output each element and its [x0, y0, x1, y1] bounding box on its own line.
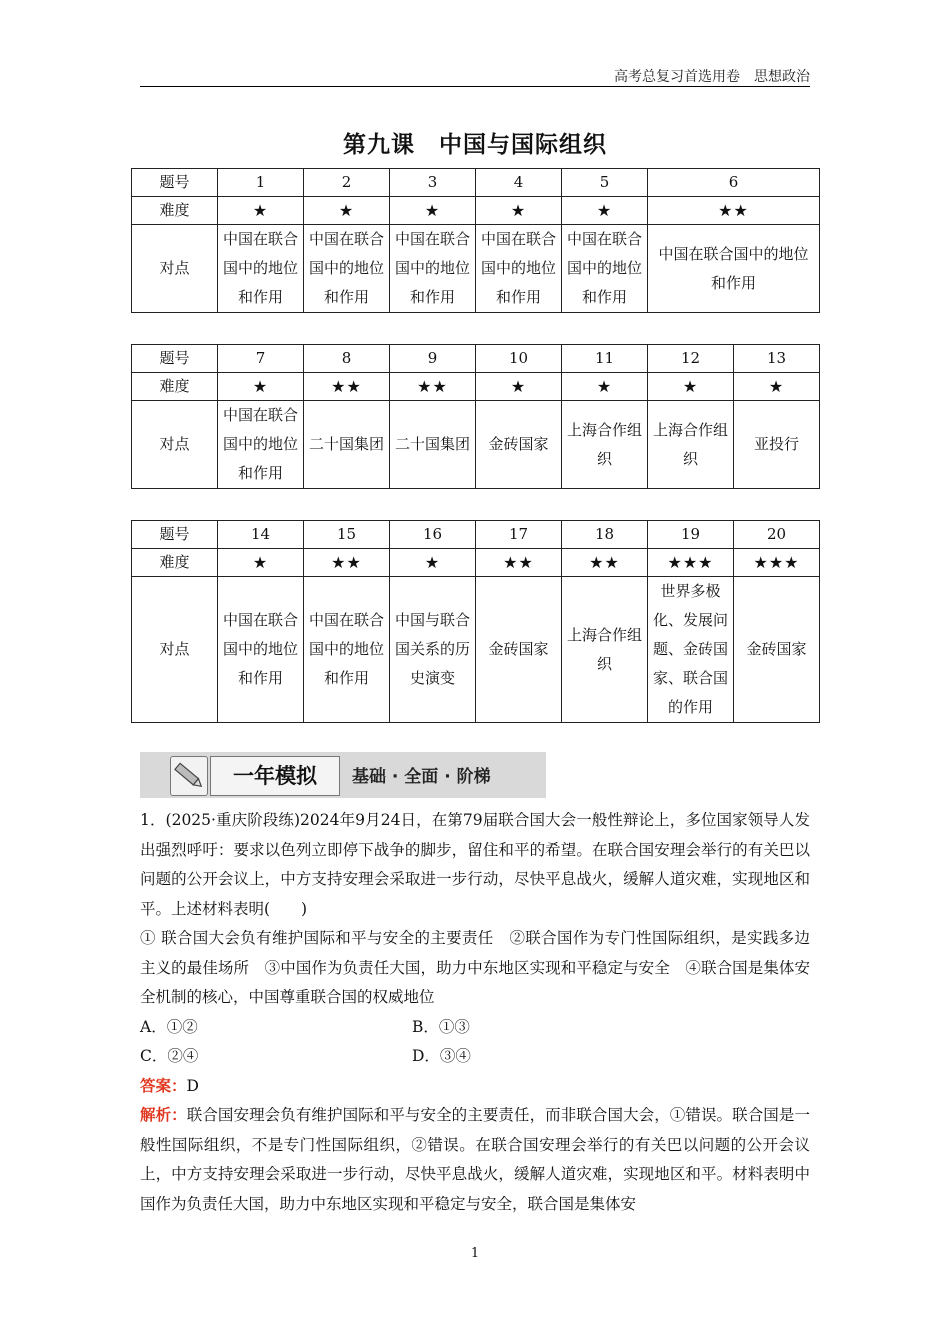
option-b: B．①③ — [412, 1017, 470, 1036]
num-cell: 11 — [562, 345, 648, 373]
difficulty-table-2 — [131, 344, 820, 489]
pencil-icon — [170, 756, 208, 796]
analysis-label: 解析： — [140, 1106, 187, 1124]
difficulty-stars: ★ — [734, 373, 820, 401]
label-num: 题号 — [132, 521, 218, 549]
num-cell: 7 — [218, 345, 304, 373]
num-cell: 14 — [218, 521, 304, 549]
options-row-2 — [140, 1042, 810, 1072]
answer-line — [140, 1072, 810, 1102]
page-number: 1 — [470, 1246, 480, 1261]
difficulty-stars: ★★ — [390, 373, 476, 401]
difficulty-stars: ★ — [218, 549, 304, 577]
difficulty-stars: ★★★ — [648, 549, 734, 577]
difficulty-stars: ★ — [218, 373, 304, 401]
difficulty-stars: ★★ — [304, 549, 390, 577]
topic-cell: 中国在联合国中的地位和作用 — [218, 401, 304, 489]
topic-cell: 中国在联合国中的地位和作用 — [476, 225, 562, 313]
difficulty-stars: ★★ — [476, 549, 562, 577]
section-tab: 一年模拟 — [210, 756, 340, 796]
difficulty-stars: ★ — [390, 197, 476, 225]
difficulty-stars: ★ — [562, 197, 648, 225]
option-a: A．①② — [140, 1017, 198, 1036]
difficulty-stars: ★ — [476, 373, 562, 401]
running-header: 高考总复习首选用卷 思想政治 — [614, 69, 810, 85]
num-cell: 8 — [304, 345, 390, 373]
difficulty-stars: ★ — [390, 549, 476, 577]
difficulty-stars: ★★ — [562, 549, 648, 577]
label-difficulty: 难度 — [132, 197, 218, 225]
difficulty-stars: ★★ — [648, 197, 820, 225]
topic-cell: 二十国集团 — [304, 401, 390, 489]
topic-cell: 上海合作组织 — [562, 577, 648, 723]
num-cell: 12 — [648, 345, 734, 373]
num-cell: 1 — [218, 169, 304, 197]
topic-cell: 上海合作组织 — [562, 401, 648, 489]
label-difficulty: 难度 — [132, 549, 218, 577]
num-cell: 3 — [390, 169, 476, 197]
num-cell: 9 — [390, 345, 476, 373]
topic-cell: 上海合作组织 — [648, 401, 734, 489]
difficulty-stars: ★ — [476, 197, 562, 225]
answer-label: 答案： — [140, 1076, 187, 1095]
topic-cell: 中国在联合国中的地位和作用 — [304, 577, 390, 723]
topic-cell: 亚投行 — [734, 401, 820, 489]
label-num: 题号 — [132, 169, 218, 197]
options-row-1 — [140, 1013, 810, 1043]
difficulty-table-3 — [131, 520, 820, 723]
header-rule — [140, 86, 810, 87]
difficulty-stars: ★★★ — [734, 549, 820, 577]
section-subtitle: 基础 · 全面 · 阶梯 — [352, 767, 491, 787]
topic-cell: 中国在联合国中的地位和作用 — [648, 225, 820, 313]
num-cell: 18 — [562, 521, 648, 549]
option-c: C．②④ — [140, 1047, 199, 1065]
topic-cell: 中国在联合国中的地位和作用 — [562, 225, 648, 313]
question-statements: ① 联合国大会负有维护国际和平与安全的主要责任 ②联合国作为专门性国际组织，是实践多边主义的最佳场所 ③中国作为负责任大国，助力中东地区实现和平稳定与安全 ④联合国是集体安全机制的核心，中国尊重联合国的权威地位 — [140, 929, 810, 1006]
num-cell: 4 — [476, 169, 562, 197]
label-topic: 对点 — [132, 577, 218, 723]
section-banner — [140, 752, 546, 798]
topic-cell: 中国在联合国中的地位和作用 — [218, 225, 304, 313]
num-cell: 20 — [734, 521, 820, 549]
topic-cell: 世界多极化、发展问题、金砖国家、联合国的作用 — [648, 577, 734, 723]
topic-cell: 中国在联合国中的地位和作用 — [390, 225, 476, 313]
topic-cell: 金砖国家 — [476, 577, 562, 723]
num-cell: 17 — [476, 521, 562, 549]
num-cell: 19 — [648, 521, 734, 549]
analysis-text: 联合国安理会负有维护国际和平与安全的主要责任，而非联合国大会，①错误。联合国是一般性国际组织，不是专门性国际组织，②错误。在联合国安理会举行的有关巴以问题的公开会议上，中方支持安理会采取进一步行动，尽快平息战火，缓解人道灾难，实现地区和平。材料表明中国作为负责任大国，助力中东地区实现和平稳定与安全，联合国是集体安 — [140, 1106, 810, 1213]
difficulty-table-1 — [131, 168, 820, 313]
difficulty-stars: ★★ — [304, 373, 390, 401]
label-topic: 对点 — [132, 225, 218, 313]
topic-cell: 中国与联合国关系的历史演变 — [390, 577, 476, 723]
topic-cell: 中国在联合国中的地位和作用 — [218, 577, 304, 723]
difficulty-stars: ★ — [562, 373, 648, 401]
num-cell: 16 — [390, 521, 476, 549]
question-stem: 1．(2025·重庆阶段练)2024年9月24日，在第79届联合国大会一般性辩论上，多位国家领导人发出强烈呼吁：要求以色列立即停下战争的脚步，留住和平的希望。在联合国安理会举行的有关巴以问题的公开会议上，中方支持安理会采取进一步行动，尽快平息战火，缓解人道灾难，实现地区和平。上述材料表明( ) — [140, 811, 810, 918]
label-num: 题号 — [132, 345, 218, 373]
label-topic: 对点 — [132, 401, 218, 489]
num-cell: 13 — [734, 345, 820, 373]
topic-cell: 中国在联合国中的地位和作用 — [304, 225, 390, 313]
question-1 — [140, 806, 810, 1219]
analysis-block — [140, 1101, 810, 1219]
label-difficulty: 难度 — [132, 373, 218, 401]
num-cell: 15 — [304, 521, 390, 549]
option-d: D．③④ — [412, 1047, 471, 1065]
page-title: 第九课 中国与国际组织 — [343, 132, 607, 158]
difficulty-stars: ★ — [648, 373, 734, 401]
difficulty-stars: ★ — [304, 197, 390, 225]
num-cell: 10 — [476, 345, 562, 373]
difficulty-stars: ★ — [218, 197, 304, 225]
topic-cell: 金砖国家 — [476, 401, 562, 489]
topic-cell: 二十国集团 — [390, 401, 476, 489]
num-cell: 2 — [304, 169, 390, 197]
topic-cell: 金砖国家 — [734, 577, 820, 723]
num-cell: 5 — [562, 169, 648, 197]
num-cell: 6 — [648, 169, 820, 197]
answer-value: D — [186, 1076, 199, 1095]
